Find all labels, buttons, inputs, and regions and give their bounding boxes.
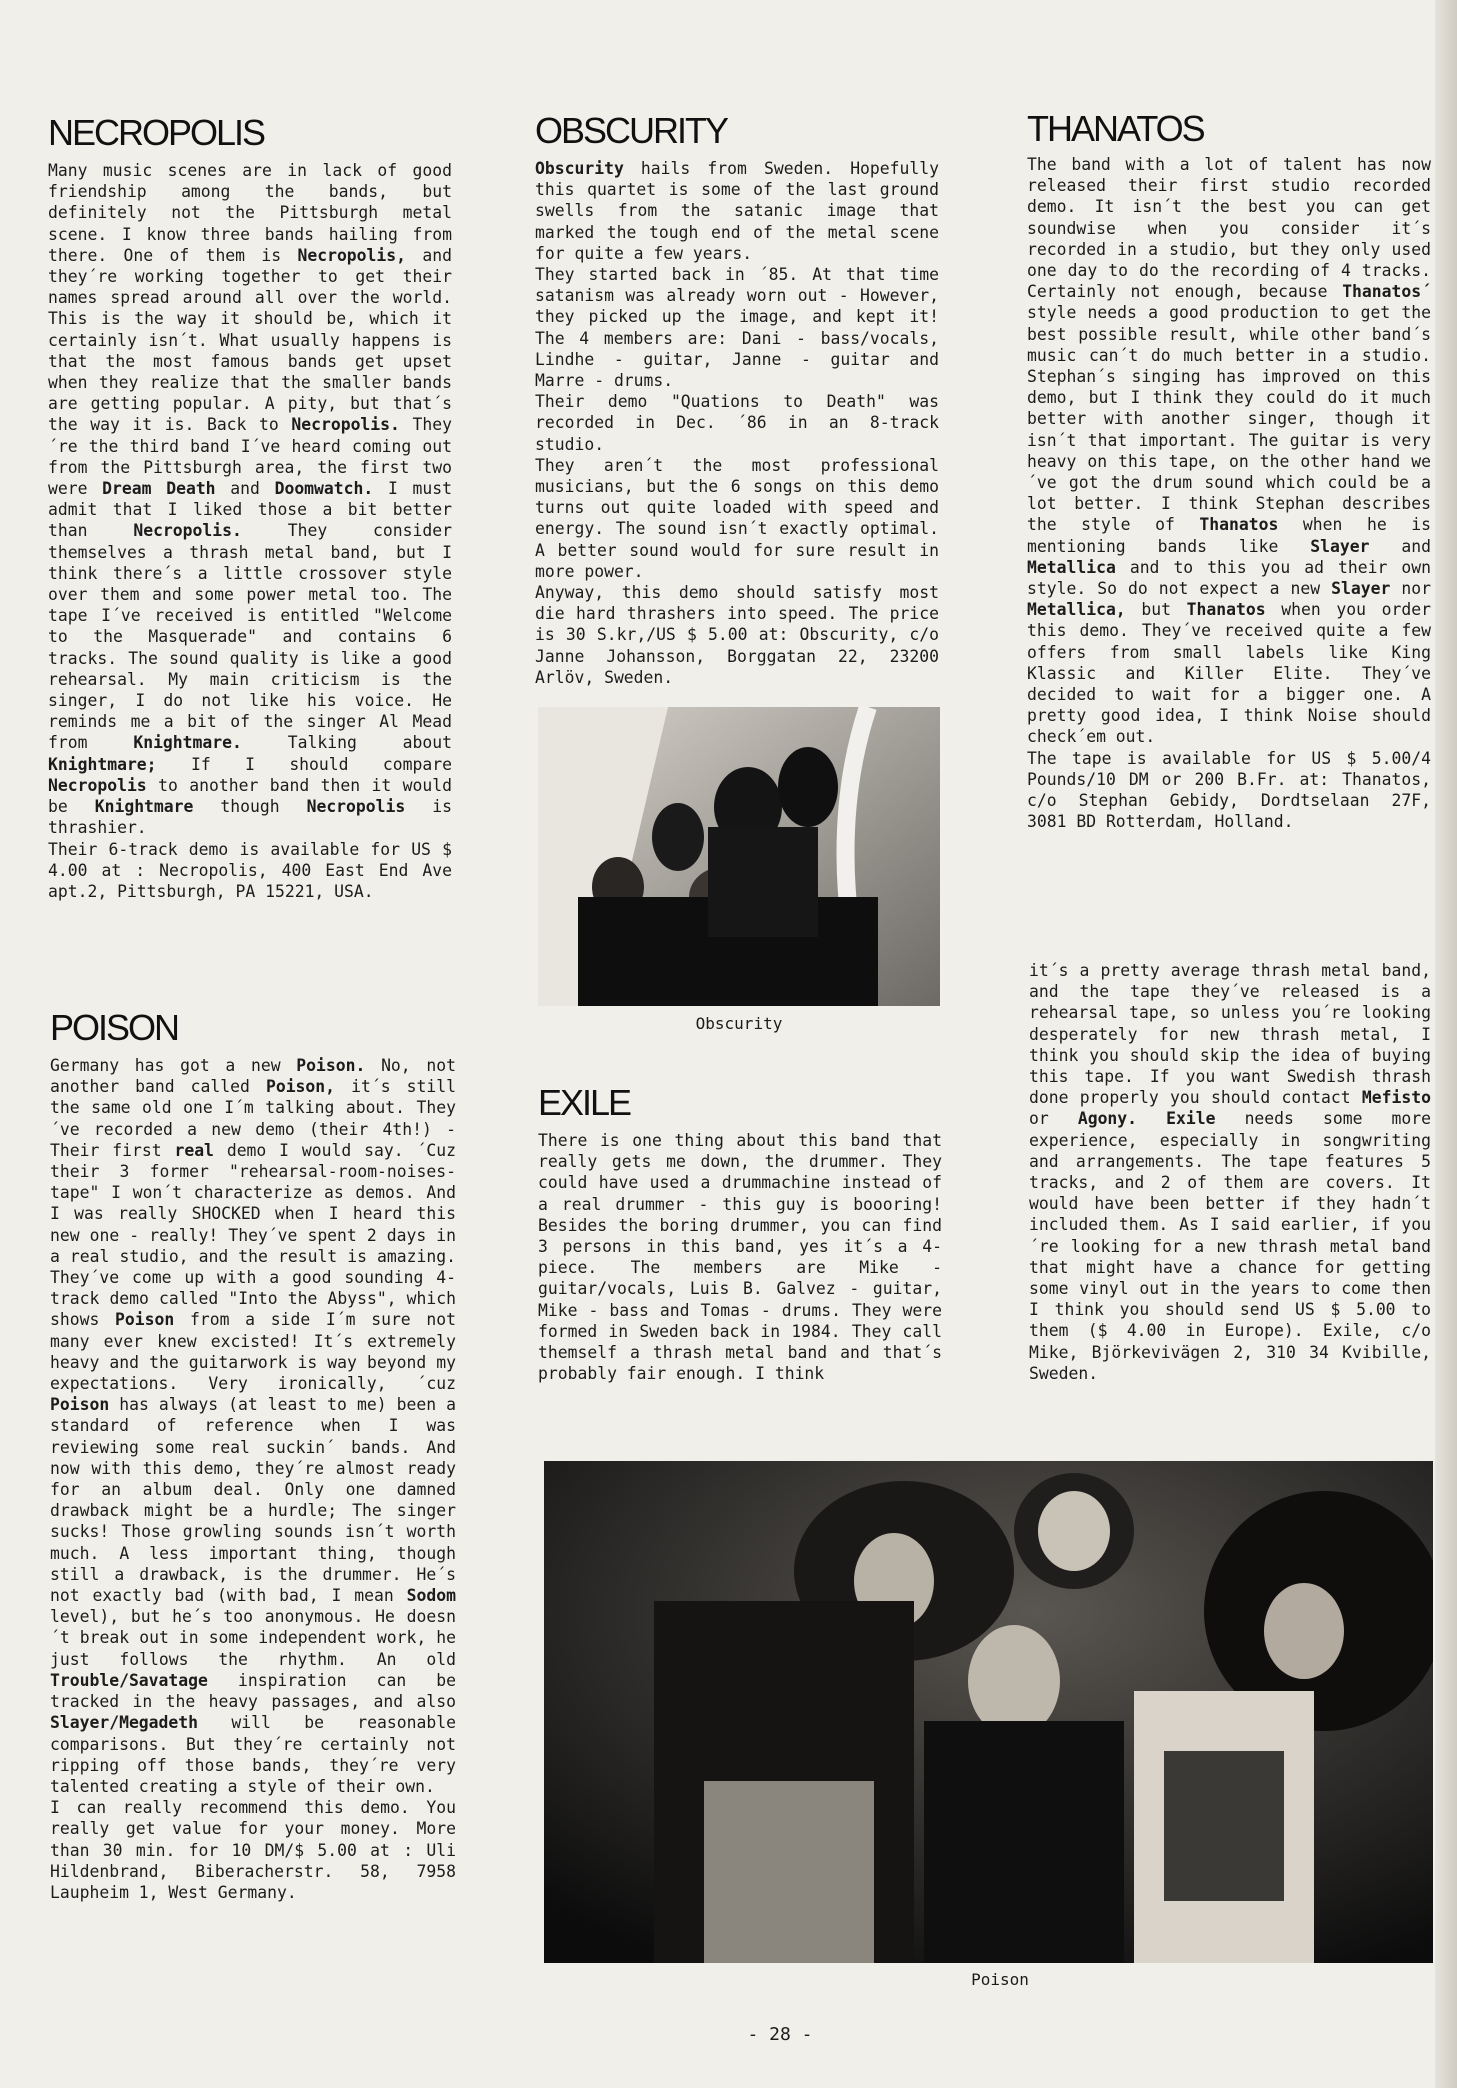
paragraph: Their 6-track demo is available for US $ 4.00 at : Necropolis, 400 East End Ave apt.2, Pittsburgh, PA 15221, USA. bbox=[48, 839, 452, 901]
necropolis-body bbox=[48, 160, 452, 902]
band-name: Necropolis bbox=[48, 775, 147, 795]
obscurity-photo bbox=[538, 707, 940, 1006]
band-name: Poison, bbox=[265, 1077, 336, 1097]
band-name: Mefisto bbox=[1361, 1088, 1431, 1108]
band-name: Exile bbox=[1166, 1109, 1216, 1129]
exile-article bbox=[538, 1082, 942, 1384]
poison-photo-caption: Poison bbox=[971, 1970, 1029, 1989]
band-name: Metallica, bbox=[1027, 600, 1126, 620]
band-name: Knightmare. bbox=[133, 733, 242, 753]
thanatos-article bbox=[1027, 108, 1431, 833]
band-name: Metallica bbox=[1027, 557, 1116, 577]
band-name: Poison bbox=[50, 1395, 110, 1415]
band-name: Knightmare bbox=[94, 797, 194, 817]
band-name: Slayer bbox=[1310, 536, 1370, 556]
paragraph: it´s a pretty average thrash metal band, and the tape they´ve released is a rehearsal tape, so unless you´re looking desperately for new thrash metal, I think you should skip the idea of buying this tape. If you want Swedish thrash done properly you should contact Mefisto or Agony. Exile needs some more experience, especially in songwriting and arrangements. The tape features 5 tracks, and 2 of them are covers. It would have been better if they hadn´t included them. As I said earlier, if you´re looking for a new thrash metal band that might have a chance for getting some vinyl out in the years to come then I think you should send US $ 5.00 to them ($ 4.00 in Europe). Exile, c/o Mike, Björkevivägen 2, 310 34 Kvibille, Sweden. bbox=[1029, 961, 1432, 1383]
exile-title: EXILE bbox=[538, 1082, 631, 1123]
obscurity-article bbox=[535, 110, 939, 688]
paragraph: Anyway, this demo should satisfy most die hard thrashers into speed. The price is 30 S.kr,/US $ 5.00 at: Obscurity, c/o Janne Johansson, Borggatan 22, 23200 Arlöv, Sweden. bbox=[535, 583, 939, 687]
poison-title: POISON bbox=[50, 1007, 179, 1048]
poison-photo bbox=[544, 1461, 1433, 1963]
obscurity-photo-image bbox=[538, 707, 940, 1006]
poison-body bbox=[50, 1055, 456, 1903]
band-name: real bbox=[174, 1140, 214, 1160]
paragraph: Their demo "Quations to Death" was recorded in Dec. ´86 in an 8-track studio. bbox=[535, 392, 939, 454]
band-name: Necropolis bbox=[306, 797, 406, 817]
poison-article bbox=[50, 1007, 456, 1903]
band-name: Poison. bbox=[296, 1056, 366, 1075]
paragraph: Many music scenes are in lack of good friendship among the bands, but definitely not the Pittsburgh metal scene. I know three bands hailing from there. One of them is Necropolis, and they´re working together to get their names spread around all over the world. This is the way it should be, which it certainly isn´t. What usually happens is that the most famous bands get upset when they realize that the smaller bands are getting popular. A pity, but that´s the way it is. Back to Necropolis. They´re the third band I´ve heard coming out from the Pittsburgh area, the first two were Dream Death and Doomwatch. I must admit that I liked those a bit better than Necropolis. They consider themselves a thrash metal band, but I think there´s a little crossover style over them and some power metal too. The tape I´ve received is entitled "Welcome to the Masquerade" and contains 6 tracks. The sound quality is like a good rehearsal. My main criticism is the singer, I do not like his voice. He reminds me a bit of the singer Al Mead from Knightmare. Talking about Knightmare; If I should compare Necropolis to another band then it would be Knightmare though Necropolis is thrashier. bbox=[48, 161, 453, 838]
paragraph: The band with a lot of talent has now released their first studio recorded demo. It isn´t the best you can get soundwise when you consider it´s recorded in a studio, but they only used one day to do the recording of 4 tracks. Certainly not enough, because Thanatos´ style needs a good production to get the best possible result, while other band´s music can´t do much better in a studio. Stephan´s singing has improved on this demo, but I think they could do it much better with another singer, though it isn´t that important. The guitar is very heavy on this tape, on the other hand we´ve got the drum sound which could be a lot better. I think Stephan describes the style of Thanatos when he is mentioning bands like Slayer and Metallica and to this you ad their own style. So do not expect a new Slayer nor Metallica, but Thanatos when you order this demo. They´ve received quite a few offers from small labels like King Klassic and Killer Elite. They´ve decided to wait for a bigger one. A pretty good idea, I think Noise should check´em out. bbox=[1027, 155, 1431, 747]
band-name: Necropolis. bbox=[291, 415, 400, 435]
band-name: Thanatos´ bbox=[1342, 282, 1431, 302]
band-name: Doomwatch. bbox=[274, 479, 374, 499]
band-name: Thanatos bbox=[1199, 515, 1279, 535]
band-name: Obscurity bbox=[535, 159, 624, 178]
band-name: Slayer bbox=[1331, 579, 1391, 599]
paragraph: They aren´t the most professional musicians, but the 6 songs on this demo turns out quite loaded with speed and energy. The sound isn´t exactly optimal. A better sound would for sure result in more power. bbox=[535, 455, 939, 581]
page-edge bbox=[1435, 0, 1457, 2088]
band-name: Slayer/Megadeth bbox=[50, 1713, 199, 1733]
band-name: Dream Death bbox=[102, 479, 216, 499]
page-number: - 28 - bbox=[747, 2024, 813, 2045]
paragraph: Germany has got a new Poison. No, not another band called Poison, it´s still the same old one I´m talking about. They´ve recorded a new demo (their 4th!) - Their first real demo I would say. ´Cuz their 3 former "rehearsal-room-noises-tape" I won´t characterize as demos. And I was really SHOCKED when I heard this new one - really! They´ve spent 2 days in a real studio, and the result is amazing. They´ve come up with a good sounding 4-track demo called "Into the Abyss", which shows Poison from a side I´m sure not many ever knew excisted! It´s extremely heavy and the guitarwork is way beyond my expectations. Very ironically, ´cuz Poison has always (at least to me) been a standard of reference when I was reviewing some real suckin´ bands. And now with this demo, they´re almost ready for an album deal. Only one damned drawback might be a hurdle; The singer sucks! Those growling sounds isn´t worth much. A less important thing, though still a drawback, is the drummer. He´s not exactly bad (with bad, I mean Sodom level), but he´s too anonymous. He doesn´t break out in some independent work, he just follows the rhythm. An old Trouble/Savatage inspiration can be tracked in the heavy passages, and also Slayer/Megadeth will be reasonable comparisons. But they´re certainly not ripping off those bands, they´re very talented creating a style of their own. bbox=[50, 1056, 456, 1796]
exile-body bbox=[538, 1130, 942, 1384]
band-name: Sodom bbox=[406, 1586, 456, 1606]
band-name: Knightmare; bbox=[48, 754, 157, 774]
paragraph: They started back in ´85. At that time satanism was already worn out - However, they picked up the image, and kept it! The 4 members are: Dani - bass/vocals, Lindhe - guitar, Janne - guitar and Marre - drums. bbox=[535, 265, 939, 391]
exile-continued-body bbox=[1029, 960, 1431, 1384]
necropolis-article bbox=[48, 112, 452, 902]
band-name: Necropolis, bbox=[297, 245, 407, 265]
thanatos-body bbox=[1027, 154, 1431, 833]
thanatos-title: THANATOS bbox=[1027, 108, 1204, 149]
obscurity-photo-caption: Obscurity bbox=[695, 1014, 783, 1033]
necropolis-title: NECROPOLIS bbox=[48, 112, 265, 153]
paragraph: I can really recommend this demo. You really get value for your money. More than 30 min. for 10 DM/$ 5.00 at : Uli Hildenbrand, Biberacherstr. 58, 7958 Laupheim 1, West Germany. bbox=[50, 1798, 456, 1902]
obscurity-title: OBSCURITY bbox=[535, 110, 728, 151]
paragraph: The tape is available for US $ 5.00/4 Pounds/10 DM or 200 B.Fr. at: Thanatos, c/o Stephan Gebidy, Dordtselaan 27F, 3081 BD Rotterdam, Holland. bbox=[1027, 748, 1431, 832]
poison-photo-image bbox=[544, 1461, 1433, 1963]
band-name: Trouble/Savatage bbox=[50, 1670, 208, 1690]
paragraph: Obscurity hails from Sweden. Hopefully this quartet is some of the last ground swells from the satanic image that marked the tough end of the metal scene for quite a few years. bbox=[535, 159, 939, 263]
band-name: Agony. bbox=[1077, 1109, 1138, 1129]
paragraph: There is one thing about this band that really gets me down, the drummer. They could have used a drummachine instead of a real drummer - this guy is boooring! Besides the boring drummer, you can find 3 persons in this band, yes it´s a 4-piece. The members are Mike - guitar/vocals, Luis B. Galvez - guitar, Mike - bass and Tomas - drums. They were formed in Sweden back in 1984. They call themself a thrash metal band and that´s probably fair enough. I think bbox=[538, 1131, 942, 1384]
band-name: Thanatos bbox=[1186, 600, 1266, 620]
band-name: Poison bbox=[115, 1310, 175, 1330]
band-name: Necropolis. bbox=[133, 521, 242, 541]
exile-continued bbox=[1029, 960, 1431, 1384]
obscurity-body bbox=[535, 158, 939, 688]
